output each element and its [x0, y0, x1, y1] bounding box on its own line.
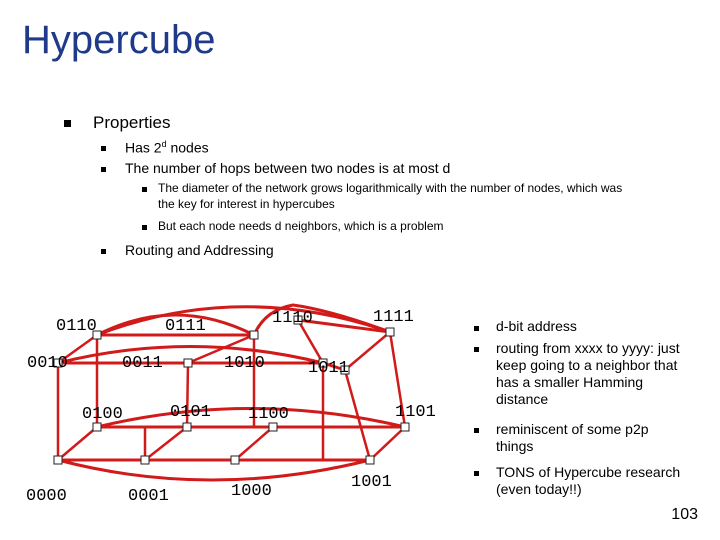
node-label: 1001 — [351, 473, 392, 492]
node-1101 — [401, 423, 409, 431]
bullet-square-icon — [474, 347, 479, 352]
node-label: 0001 — [128, 487, 169, 506]
node-label: 0010 — [27, 354, 68, 373]
node-0101 — [183, 423, 191, 431]
side-item: TONS of Hypercube research (even today!!) — [496, 464, 681, 497]
bullet-square-icon — [474, 428, 479, 433]
node-label: 0110 — [56, 317, 97, 336]
routing-text: Routing and Addressing — [125, 242, 274, 258]
diameter-text-line1: The diameter of the network grows logarithmically with the number of nodes, which was — [158, 181, 623, 195]
node-0100 — [93, 423, 101, 431]
node-1001 — [366, 456, 374, 464]
node-label: 1100 — [248, 405, 289, 424]
node-label: 0111 — [165, 317, 206, 336]
node-label: 1110 — [272, 309, 313, 328]
node-1100 — [269, 423, 277, 431]
node-label: 1010 — [224, 354, 265, 373]
slide-title: Hypercube — [22, 18, 216, 62]
diameter-text-line2: the key for interest in hypercubes — [158, 197, 335, 211]
node-label: 1111 — [373, 308, 414, 327]
node-label: 0101 — [170, 403, 211, 422]
side-item: reminiscent of some p2p things — [496, 421, 649, 454]
node-0001 — [141, 456, 149, 464]
node-1111 — [386, 328, 394, 336]
hops-text: The number of hops between two nodes is at most d — [125, 160, 451, 176]
node-label: 1011 — [308, 359, 349, 378]
page-number: 103 — [671, 506, 698, 523]
node-1000 — [231, 456, 239, 464]
edge-diag — [345, 332, 390, 370]
node-label: 0011 — [122, 354, 163, 373]
node-label: 0000 — [26, 487, 67, 506]
node-label: 1101 — [395, 403, 436, 422]
has-nodes-text: Has 2$^d$ nodes — [125, 139, 209, 156]
bullet-square-icon — [474, 326, 479, 331]
edge-diag — [145, 427, 187, 460]
side-item: routing from xxxx to yyyy: just keep going to a neighbor that has a smaller Hamming distance — [496, 340, 680, 407]
edge-diag — [235, 427, 273, 460]
edge-diag — [58, 427, 97, 460]
edge-0000-1001 — [58, 460, 370, 480]
node-label: 0100 — [82, 405, 123, 424]
node-0111 — [250, 331, 258, 339]
node-0011 — [184, 359, 192, 367]
properties-heading: Properties — [93, 113, 171, 132]
node-label: 1000 — [231, 482, 272, 501]
edge-diag — [370, 427, 405, 460]
side-item: d-bit address — [496, 318, 577, 334]
bullet-square-icon — [474, 471, 479, 476]
node-0000 — [54, 456, 62, 464]
neighbors-text: But each node needs d neighbors, which is a problem — [158, 219, 444, 233]
